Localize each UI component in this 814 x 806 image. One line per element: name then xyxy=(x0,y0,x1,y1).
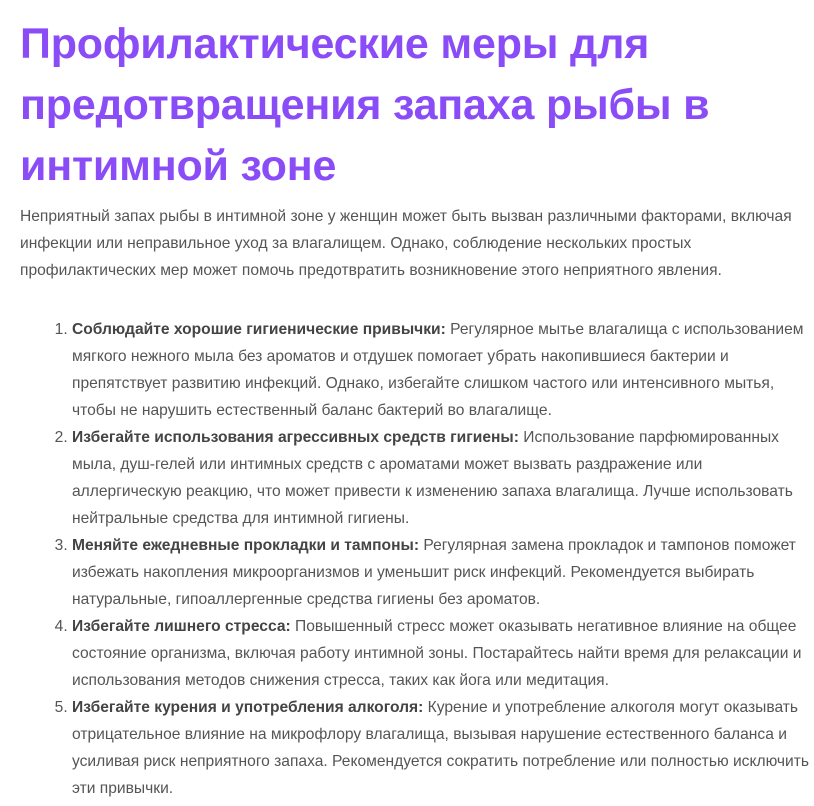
article xyxy=(20,0,810,802)
list-item xyxy=(72,613,810,694)
list-item xyxy=(72,694,810,802)
article-intro: Неприятный запах рыбы в интимной зоне у женщин может быть вызван различными факторами, включая инфекции или неправильное уход за влагалищем. Однако, соблюдение нескольких простых профилактических мер может помочь предотвратить возникновение этого неприятного явления. xyxy=(20,208,792,279)
measure-text: Регулярная замена прокладок и тампонов поможет избежать накопления микроорганизмов и уменьшит риск инфекций. Рекомендуется выбирать натуральные, гипоаллергенные средства гигиены без ароматов. xyxy=(72,537,796,608)
list-item xyxy=(72,532,810,613)
list-item xyxy=(72,316,810,424)
measure-text: Использование парфюмированных мыла, душ-гелей или интимных средств с ароматами может вызвать раздражение или аллергическую реакцию, что может привести к изменению запаха влагалища. Лучше использовать нейтральные средства для интимной гигиены. xyxy=(72,429,793,527)
measure-title: Избегайте лишнего стресса: xyxy=(72,618,291,635)
measure-text: Повышенный стресс может оказывать негативное влияние на общее состояние организма, включая работу интимной зоны. Постарайтесь найти время для релаксации и использования методов снижения стресса, таких как йога или медитация. xyxy=(72,618,802,689)
list-item xyxy=(72,424,810,532)
measure-title: Избегайте курения и употребления алкоголя: xyxy=(72,699,424,716)
prevention-measures-list xyxy=(20,316,810,802)
measure-title: Избегайте использования агрессивных средств гигиены: xyxy=(72,429,519,446)
measure-title: Меняйте ежедневные прокладки и тампоны: xyxy=(72,537,420,554)
measure-text: Регулярное мытье влагалища с использованием мягкого нежного мыла без ароматов и отдушек помогает убрать накопившиеся бактерии и препятствует развитию инфекций. Однако, избегайте слишком частого или интенсивного мытья, чтобы не нарушить естественный баланс бактерий во влагалище. xyxy=(72,321,804,419)
measure-text: Курение и употребление алкоголя могут оказывать отрицательное влияние на микрофлору влагалища, вызывая нарушение естественного баланса и усиливая риск неприятного запаха. Рекомендуется сократить потребление или полностью исключить эти привычки. xyxy=(72,699,810,797)
measure-title: Соблюдайте хорошие гигиенические привычки: xyxy=(72,321,446,338)
article-title: Профилактические меры для предотвращения запаха рыбы в интимной зоне xyxy=(20,20,710,190)
